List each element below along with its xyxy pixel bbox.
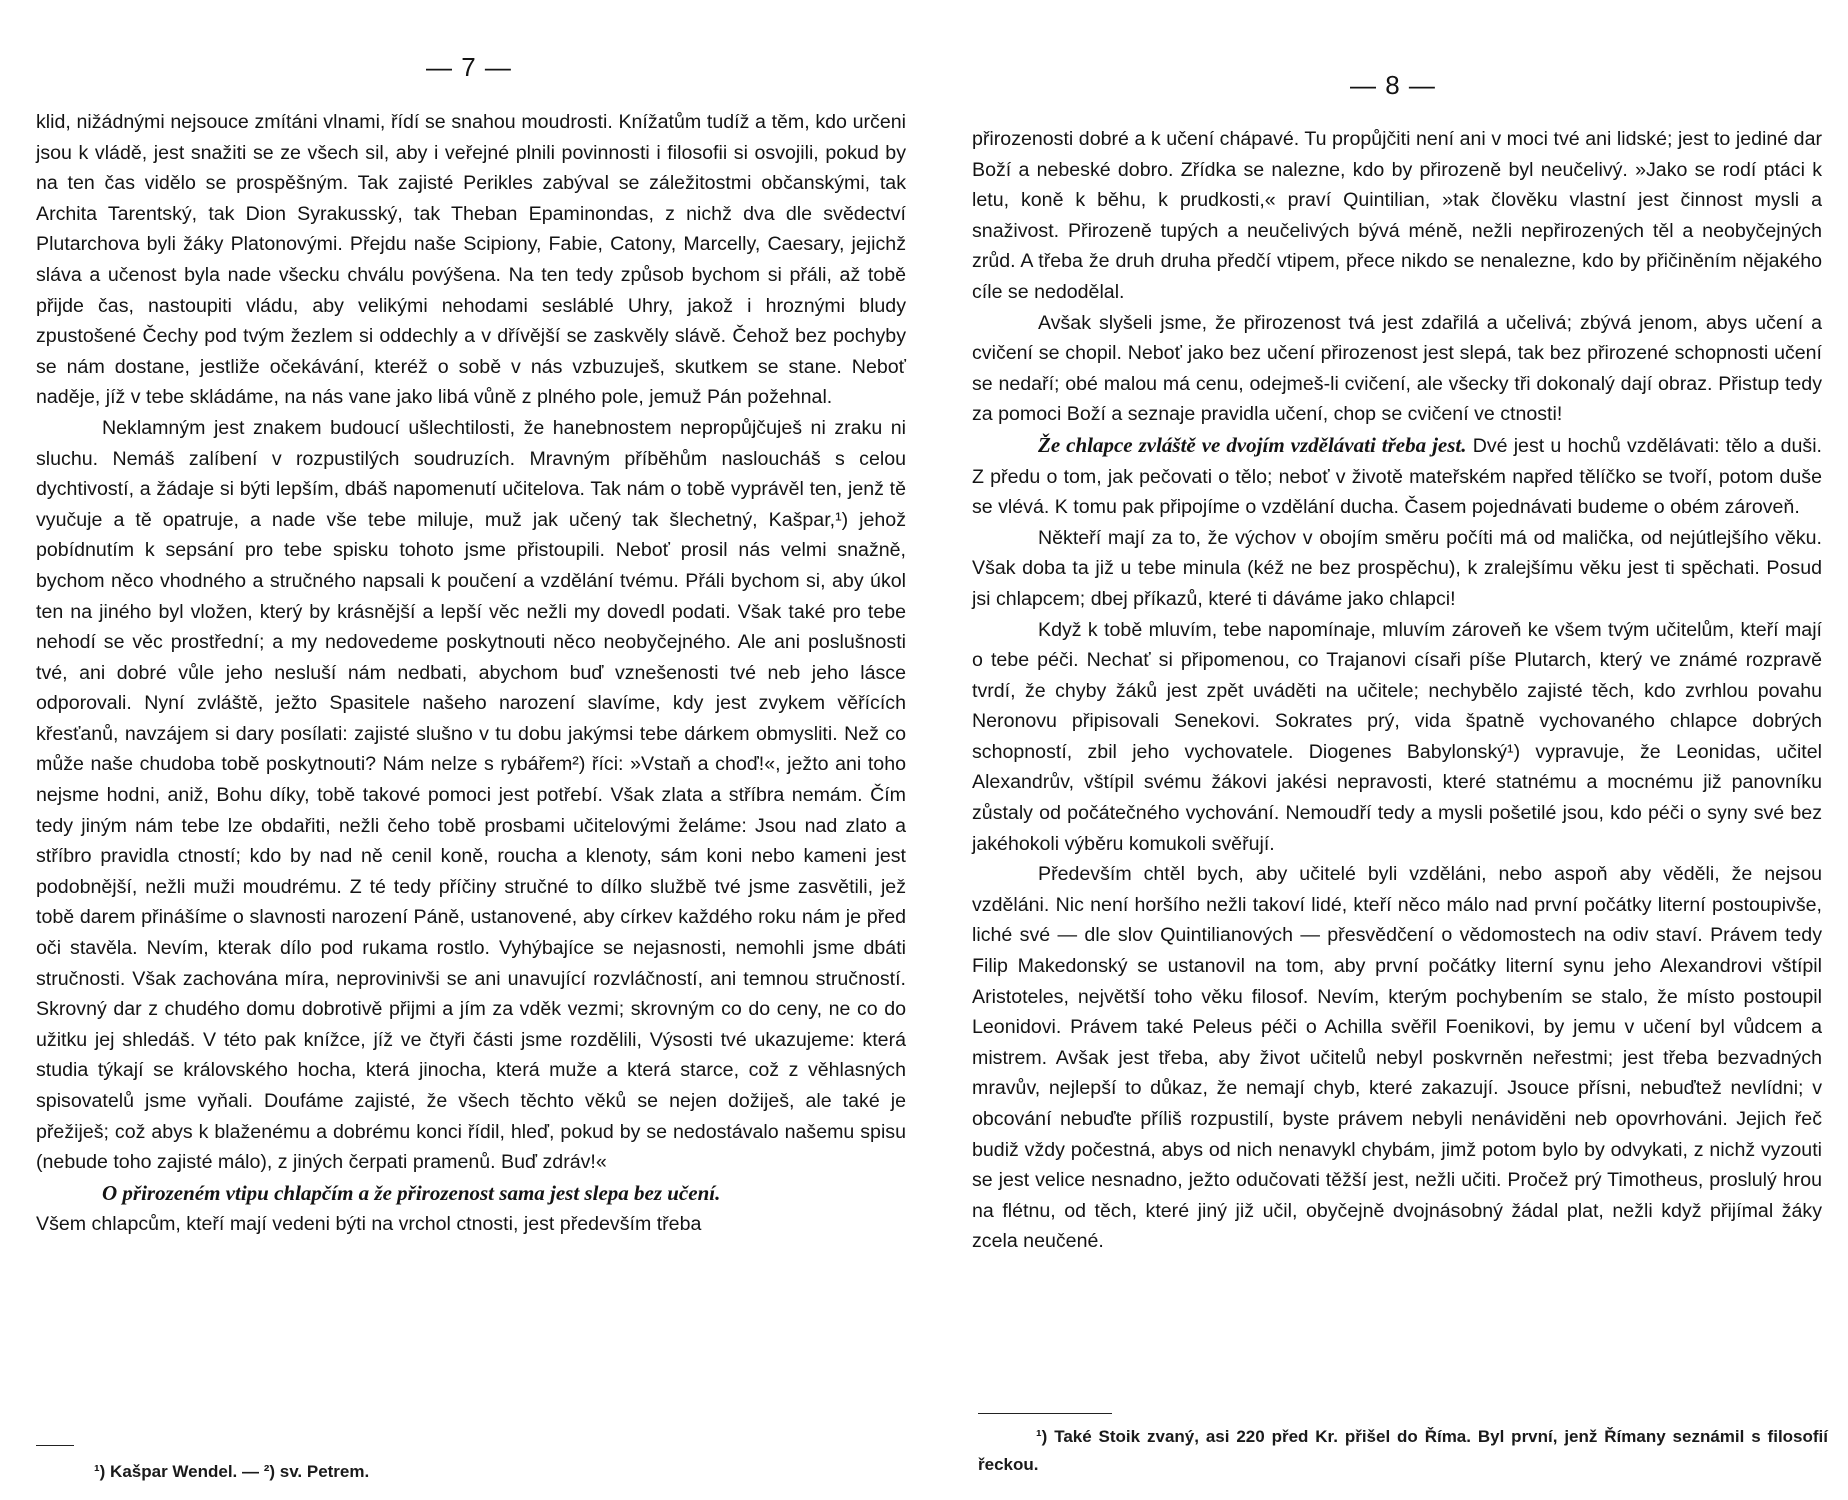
italic-lead: Že chlapce zvláště ve dvojím vzdělávati třeba jest. bbox=[1038, 432, 1467, 457]
paragraph: Všem chlapcům, kteří mají vedeni býti na vrchol ctnosti, jest především třeba bbox=[36, 1213, 702, 1236]
paragraph: Neklamným jest znakem budoucí ušlechtilosti, že hanebnostem nepropůjčuješ ni zraku ni sluchu. Nemáš zalíbení v rozpustilých soudruzích. Mravným příběhům nasloucháš s celou dychtivostí, a žádaje si býti lepším, dbáš napomenutí učitelova. Tak nám o tobě vyprávěl ten, jenž tě vyučuje a tě opatruje, a nade vše tebe miluje, muž jak učený tak šlechetný, Kašpar,¹) jehož pobídnutím k sepsání pro tebe spisku tohoto jsme přistoupili. Neboť prosil nás velmi snažně, bychom něco vhodného a stručného napsali k poučení a vzdělání tvému. Přáli bychom si, aby úkol ten na jiného byl vložen, který by krásnější a lepší věc nežli my dovedl podati. Však také pro tebe nehodí se věc prostřední; a my nedovedeme poskytnouti něco neobyčejného. Ale ani poslušnosti tvé, ani dobré vůle jeho nesluší nám nedbati, abychom buď vznešenosti tvé neb jeho lásce odporovali. Nyní zvláště, ježto Spasitele našeho narození slavíme, kdy jest zvykem věřících křesťanů, navzájem si dary posílati: zajisté slušno v tu dobu jakýmsi tebe dárkem obmysliti. Než co může naše chudoba tobě poskytnouti? Nám nelze s rybářem²) říci: »Vstaň a choď!«, ježto ani toho nejsme hodni, aniž, Bohu díky, tobě takové pomoci jest potřebí. Však zlata a stříbra nemám. Čím tedy jiným nám tebe lze obdařiti, nežli čeho tobě prosbami učitelovými želáme: Jsou nad zlato a stříbro pravidla ctností; kdo by nad ně cenil koně, roucha a klenoty, sám koni nebo kameni jest podobnější, nežli muži moudrému. Z té tedy příčiny stručné to dílko službě tvé jsme zasvětili, jež tobě darem přinášíme o slavnosti narození Páně, ustanovené, aby církev každého roku nám je před oči stavěla. Nevím, kterak dílo pod rukama rostlo. Vyhýbajíce se nejasnosti, nemohli jsme dbáti stručnosti. Však zachována míra, neprovinivši se ani unavující rozvláčností, ani temnou stručností. Skrovný dar z chudého domu dobrotivě přijmi a jím za vděk vezmi; skrovným co do ceny, ne co do užitku jej shledáš. V této pak knížce, jíž ve čtyři části jsme rozdělili, Výsosti tvé ukazujeme: která studia týkají se královského hocha, která jinocha, která muže a která starce, což z věhlasných spisovatelů jsme vyňali. Doufáme zajisté, že všech těchto věků se nejen dožiješ, ale také je přežiješ; což abys k blaženému a dobrému konci řídil, hleď, pokud by se nedostávalo našemu spisu (nebude toho zajisté málo), z jiných čerpati pramenů. Buď zdráv!« bbox=[36, 416, 906, 1174]
paragraph: Když k tobě mluvím, tebe napomínaje, mluvím zároveň ke všem tvým učitelům, kteří mají o tebe péči. Nechať si připomenou, co Trajanovi císaři píše Plutarch, který ve známé rozpravě tvrdí, že chyby žáků jest zpět uváděti na učitele; nechybělo zajisté těch, kdo zvrhlou povahu Neronovu připisovali Senekovi. Sokrates prý, vida špatně vychovaného chlapce dobrých schopností, zbil jeho vychovatele. Diogenes Babylonský¹) vypravuje, že Leonidas, učitel Alexandrův, vštípil svému žákovi jakési nepravosti, které statnému a mocnému již panovníku zůstaly od počátečného vychování. Nemoudří tedy a mysli pošetilé jsou, kdo péči o syny své bez jakéhokoli výběru komukoli svěřují. bbox=[972, 618, 1822, 855]
paragraph: Především chtěl bych, aby učitelé byli vzděláni, nebo aspoň aby věděli, že nejsou vzděláni. Nic není horšího nežli takoví lidé, kteří něco málo nad první počátky literní postoupivše, liché své — dle slov Quintilianových — přesvědčení o vědomostech na odiv staví. Právem tedy Filip Makedonský se ustanovil na tom, aby první počátky literní synu jeho Alexandrovi vštípil Aristoteles, největší toho věku filosof. Nevím, kterým pochybením se stalo, že místo postoupil Leonidovi. Právem také Peleus péči o Achilla svěřil Foenikovi, by jemu v učení byl vůdcem a mistrem. Avšak jest třeba, aby život učitelů nebyl poskvrněn neřestmi; jest třeba bezvadných mravův, nejlepší to důkaz, že nemají chyb, které zakazují. Jsouce přísni, nebuďtež nevlídni; v obcování nebuďte příliš rozpustilí, byste právem nebyli nenáviděni neb opovrhováni. Jejich řeč budiž vždy počestná, abys od nich nenavykl chybám, jimž potom bylo by odvykati, z nichž vyzouti se jest velice nesnadno, ježto odučovati těžší jest, nežli učiti. Pročež prý Timotheus, proslulý hrou na flétnu, od těch, které jiný již učil, obyčejně dvojnásobný žádal plat, nežli když přijímal žáky zcela neučené. bbox=[972, 863, 1822, 1253]
footnotes: ¹) Kašpar Wendel. — ²) sv. Petrem. bbox=[94, 1462, 370, 1481]
paragraph: klid, nižádnými nejsouce zmítáni vlnami, řídí se snahou moudrosti. Knížatům tudíž a těm, kdo určeni jsou k vládě, jest snažiti se ze všech sil, aby i veřejné plnili povinnosti i filosofii si osvojili, pokud by na ten čas vidělo se prospěšným. Tak zajisté Perikles zabýval se záležitostmi občanskými, tak Archita Tarentský, tak Dion Syrakusský, tak Theban Epaminondas, z nichž dva dle svědectví Plutarchova byli žáky Platonovými. Přejdu naše Scipiony, Fabie, Catony, Marcelly, Caesary, jejichž sláva a učenost byla nade všecku chválu povýšena. Na ten tedy způsob bychom si přáli, až tobě přijde čas, nastoupiti vládu, aby velikými nehodami sesláblé Uhry, jakož i hroznými bludy zpustošené Čechy pod tvým žezlem si oddechly a v dřívější se zaskvěly slávě. Čehož bez pochyby se nám dostane, jestliže očekávání, kteréž o sobě v nás vzbuzuješ, skutkem se stane. Neboť naděje, jíž v tebe skládáme, na nás vane jako libá vůně z plného pole, jemuž Pán požehnal. bbox=[36, 111, 906, 409]
paragraph: Avšak slyšeli jsme, že přirozenost tvá jest zdařilá a učelivá; zbývá jenom, abys učení a cvičení se chopil. Neboť jako bez učení přirozenost jest slepá, tak bez přirozené schopnosti učení se nedaří; obé malou má cenu, odejmeš-li cvičení, ale všecky tři dokonalý dají obraz. Přistup tedy za pomoci Boží a seznaje pravidla učení, chop se cvičení ve ctnosti! bbox=[972, 311, 1822, 426]
paragraph: přirozenosti dobré a k učení chápavé. Tu propůjčiti není ani v moci tvé ani lidské; jest to jediné dar Boží a nebeské dobro. Zřídka se nalezne, kdo by přirozeně byl neučelivý. »Jako se rodí ptáci k letu, koně k běhu, k prudkosti,« praví Quintilian, »tak člověku vlastní jest činnost mysli a snaživost. Přirozeně tupých a neučelivých bývá méně, nežli nepřirozených těl a neobyčejných zrůd. A třeba že druh druha předčí vtipem, přece nikdo se nenalezne, kdo by přičiněním nějakého cíle se nedodělal. bbox=[972, 128, 1822, 303]
paragraph bbox=[972, 430, 1822, 523]
page-number: — 8 — bbox=[1350, 70, 1436, 100]
section-heading: O přirozeném vtipu chlapčím a že přirozenost sama jest slepa bez učení. bbox=[102, 1180, 721, 1205]
section-heading-line bbox=[36, 1178, 906, 1210]
footnotes bbox=[978, 1423, 1828, 1479]
right-page-body bbox=[972, 124, 1822, 1257]
page-number: — 7 — bbox=[426, 52, 512, 82]
paragraph-text: Dvé jest u hochů vzdělávati: tělo a duši. Z předu o tom, jak pečovati o tělo; neboť v životě mateřském napřed tělíčko se tvoří, potom duše se vlévá. K tomu pak připojíme o vzdělání ducha. Časem pojednávati budeme o obém zároveň. bbox=[972, 434, 1822, 519]
left-page-body bbox=[36, 107, 906, 1240]
footnote-rule bbox=[36, 1445, 74, 1446]
paragraph: Někteří mají za to, že výchov v obojím směru počíti má od malička, od nejútlejšího věku. Však doba ta již u tebe minula (kéž ne bez prospěchu), k zralejšímu věku jest ti spěchati. Posud jsi chlapcem; dbej příkazů, které ti dáváme jako chlapci! bbox=[972, 526, 1822, 610]
footnote-rule bbox=[978, 1413, 1112, 1414]
footnote: ¹) Také Stoik zvaný, asi 220 před Kr. přišel do Říma. Byl první, jenž Římany seznámil s filosofií řeckou. bbox=[978, 1427, 1828, 1474]
